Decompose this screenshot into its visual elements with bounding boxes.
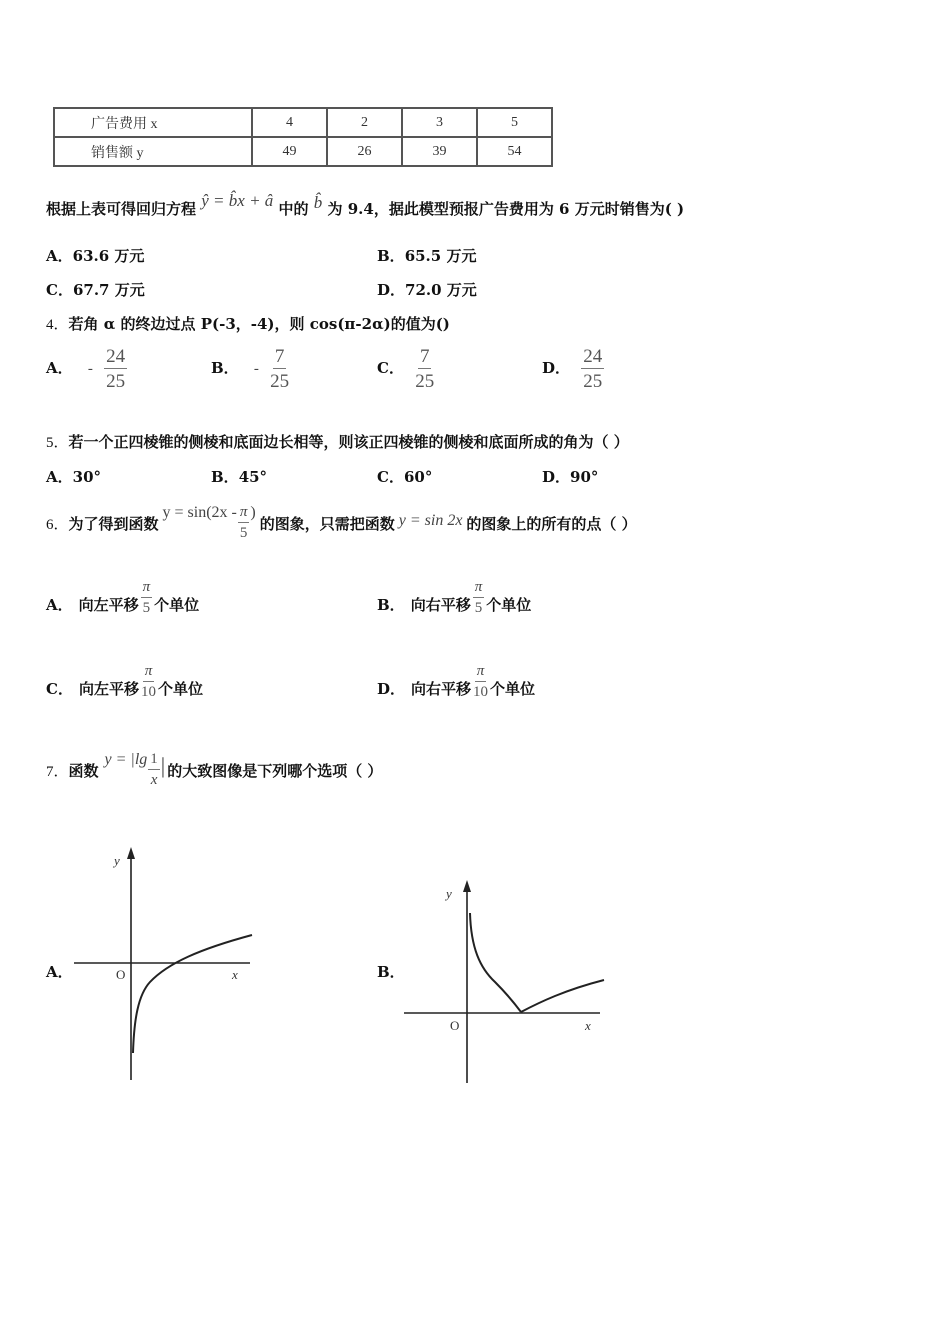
q4-option-b[interactable] — [211, 347, 289, 391]
q3-option-c[interactable] — [46, 279, 145, 300]
q7-func-pre: y = |lg — [104, 751, 148, 768]
option-text: 60° — [403, 468, 433, 486]
q7-number: 7． — [46, 763, 69, 780]
q3-text-b: 中的 — [278, 200, 309, 218]
option-label: B． — [211, 359, 239, 377]
q5-option-d[interactable] — [542, 466, 598, 487]
fraction — [270, 347, 289, 391]
table-row — [54, 137, 552, 166]
y-axis-arrow — [127, 847, 135, 859]
q3-stem — [46, 191, 685, 219]
fraction — [141, 664, 156, 700]
curve-right — [521, 980, 604, 1012]
q7-text-b: 的大致图像是下列哪个选项（ ） — [167, 761, 383, 780]
q7-graph-b[interactable] — [400, 878, 610, 1088]
y-value: 39 — [402, 137, 477, 166]
x-axis-label: x — [585, 1018, 591, 1033]
numerator: 7 — [419, 346, 430, 367]
option-text: 67.7 万元 — [72, 281, 145, 299]
fraction — [415, 347, 434, 391]
denominator: 10 — [140, 684, 156, 700]
numerator: 1 — [148, 752, 160, 770]
numerator: π — [143, 664, 155, 682]
x-value: 4 — [252, 108, 327, 137]
data-table — [53, 107, 553, 167]
option-text: 72.0 万元 — [405, 281, 477, 299]
numerator: π — [473, 580, 485, 598]
q6-text-a: 为了得到函数 — [68, 514, 159, 533]
origin-label: O — [450, 1018, 460, 1033]
option-text: 向右平移 — [411, 679, 472, 698]
minus-sign: - — [253, 361, 259, 377]
q7-option-b-label[interactable]: B． — [377, 963, 405, 981]
option-text: 45° — [238, 468, 268, 486]
q3-option-d[interactable] — [377, 279, 477, 300]
q7-func-post: | — [160, 753, 166, 778]
fraction — [473, 664, 488, 700]
y-axis-label: y — [446, 886, 452, 901]
option-label: A． — [46, 247, 73, 265]
option-label: A． — [46, 468, 73, 486]
y-axis-arrow — [463, 880, 471, 892]
q3-b-hat: b̂ — [313, 193, 323, 212]
origin-label: O — [116, 967, 126, 982]
denominator: 5 — [142, 600, 151, 616]
q5-text: 若一个正四棱锥的侧棱和底面边长相等，则该正四棱锥的侧棱和底面所成的角为（ ） — [68, 433, 629, 451]
option-label: D． — [542, 359, 571, 377]
denominator: x — [150, 772, 158, 788]
q7-stem — [46, 752, 382, 788]
q6-option-b[interactable] — [377, 579, 532, 622]
option-text: 向右平移 — [410, 595, 471, 614]
numerator: 24 — [583, 346, 603, 367]
q6-option-d[interactable] — [377, 663, 536, 706]
q6-text-b: 的图象，只需把函数 — [259, 514, 395, 533]
option-text: 个单位 — [154, 595, 200, 614]
denominator: 25 — [583, 371, 603, 392]
option-label: D． — [377, 281, 406, 299]
option-text: 向左平移 — [78, 595, 139, 614]
option-text: 63.6 万元 — [72, 247, 145, 265]
q6-func2: y = sin 2x — [398, 512, 463, 529]
y-value: 49 — [252, 137, 327, 166]
row-label-y: 销售额 y — [54, 137, 252, 166]
denominator: 10 — [473, 684, 489, 700]
minus-sign: - — [87, 361, 93, 377]
curve — [133, 935, 252, 1053]
numerator: 24 — [106, 346, 126, 367]
q5-stem — [46, 431, 629, 452]
q6-stem — [46, 505, 637, 541]
option-label: A． — [46, 359, 73, 377]
y-value: 54 — [477, 137, 552, 166]
x-value: 2 — [327, 108, 402, 137]
q5-option-b[interactable] — [211, 466, 267, 487]
option-label: B． — [211, 468, 239, 486]
y-axis-label: y — [114, 853, 120, 868]
numerator: 7 — [274, 346, 285, 367]
table-row — [54, 108, 552, 137]
option-label: D． — [377, 679, 406, 698]
option-text: 向左平移 — [78, 679, 139, 698]
q3-option-b[interactable] — [377, 245, 476, 266]
q3-text-a: 根据上表可得回归方程 — [46, 200, 197, 218]
fraction — [141, 580, 153, 616]
q6-number: 6． — [46, 516, 69, 533]
denominator: 5 — [474, 600, 483, 616]
numerator: π — [238, 505, 250, 523]
q6-func1-post: ) — [250, 504, 256, 521]
denominator: 25 — [270, 371, 290, 392]
row-label-x: 广告费用 x — [54, 108, 252, 137]
q7-option-a-label[interactable]: A． — [46, 963, 73, 981]
x-axis-label: x — [232, 967, 238, 982]
denominator: 5 — [239, 525, 248, 541]
q4-option-a[interactable] — [46, 347, 127, 391]
numerator: π — [141, 580, 153, 598]
q6-option-a[interactable] — [46, 579, 200, 622]
q3-option-a[interactable] — [46, 245, 144, 266]
option-text: 65.5 万元 — [404, 247, 477, 265]
q6-func1-pre: y = sin(2x - — [162, 504, 237, 521]
option-label: C． — [377, 359, 404, 377]
q4-text: 若角 α 的终边过点 P(-3，-4)，则 cos(π-2α)的值为() — [68, 315, 450, 333]
option-label: C． — [377, 468, 404, 486]
q7-text-a: 函数 — [68, 761, 99, 780]
q4-option-d[interactable] — [542, 347, 604, 391]
option-text: 90° — [570, 468, 599, 486]
fraction — [581, 347, 604, 391]
q4-option-c[interactable] — [377, 347, 434, 391]
option-label: C． — [46, 679, 73, 698]
option-text: 30° — [72, 468, 102, 486]
option-label: A． — [46, 595, 73, 614]
fraction — [104, 347, 127, 391]
q6-option-c[interactable] — [46, 663, 203, 706]
curve-left — [470, 913, 521, 1012]
option-label: C． — [46, 281, 73, 299]
x-value: 5 — [477, 108, 552, 137]
q5-option-c[interactable] — [377, 466, 432, 487]
q7-graph-a[interactable] — [70, 845, 260, 1085]
q3-formula: ŷ = b̂x + â — [201, 191, 274, 210]
fraction — [148, 752, 160, 788]
fraction — [238, 505, 250, 541]
x-value: 3 — [402, 108, 477, 137]
y-value: 26 — [327, 137, 402, 166]
option-text: 个单位 — [157, 679, 203, 698]
fraction — [473, 580, 485, 616]
q5-option-a[interactable] — [46, 466, 101, 487]
denominator: 25 — [415, 371, 435, 392]
option-label: B． — [377, 247, 405, 265]
q4-stem — [46, 313, 450, 334]
numerator: π — [475, 664, 487, 682]
option-text: 个单位 — [490, 679, 536, 698]
q5-number: 5． — [46, 435, 69, 451]
option-label: D． — [542, 468, 571, 486]
option-text: 个单位 — [486, 595, 532, 614]
option-label: B． — [377, 595, 405, 614]
q6-text-c: 的图象上的所有的点（ ） — [466, 514, 637, 533]
q4-number: 4． — [46, 317, 69, 333]
q3-text-c: 为 9.4，据此模型预报广告费用为 6 万元时销售为( ) — [327, 200, 685, 218]
denominator: 25 — [106, 371, 126, 392]
